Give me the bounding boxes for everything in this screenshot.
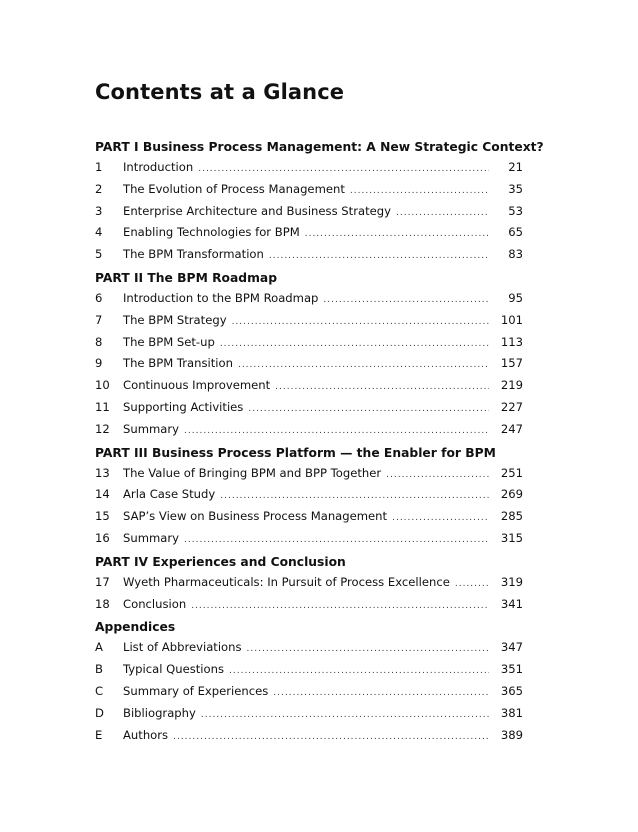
chapter-number: 16: [95, 530, 110, 545]
toc-entry[interactable]: [95, 419, 523, 441]
dot-leader: [232, 312, 489, 334]
page-number: 247: [500, 421, 523, 436]
chapter-number: 14: [95, 487, 110, 502]
chapter-number: 11: [95, 399, 110, 414]
dot-leader: [220, 334, 489, 356]
chapter-title: Bibliography: [123, 705, 196, 720]
page-number: 65: [508, 225, 523, 240]
toc-entry[interactable]: [95, 659, 523, 681]
chapter-title: Enterprise Architecture and Business Strategy: [123, 203, 391, 218]
toc-entry[interactable]: [95, 703, 523, 725]
toc-entry[interactable]: [95, 353, 523, 375]
toc-part-section: [95, 268, 523, 441]
dot-leader: [238, 355, 489, 377]
toc-part-section: [95, 137, 544, 266]
chapter-number: 5: [95, 247, 103, 262]
toc-entry[interactable]: [95, 397, 523, 419]
toc-part-section: [95, 443, 523, 550]
page-number: 101: [500, 312, 523, 327]
chapter-title: Summary: [123, 530, 180, 545]
toc-entry[interactable]: [95, 244, 523, 266]
dot-leader: [273, 683, 489, 705]
chapter-title: The BPM Transformation: [123, 247, 264, 262]
chapter-number: A: [95, 640, 103, 655]
page-number: 347: [500, 640, 523, 655]
chapter-title: Arla Case Study: [123, 487, 216, 502]
page-number: 351: [500, 662, 523, 677]
chapter-title: Enabling Technologies for BPM: [123, 225, 300, 240]
chapter-number: 6: [95, 290, 103, 305]
chapter-number: 12: [95, 421, 110, 436]
page-number: 219: [500, 378, 523, 393]
part-heading: PART I Business Process Management: A New Strategic Context?: [95, 140, 544, 154]
chapter-title: Introduction: [123, 160, 194, 174]
page-number: 95: [508, 290, 523, 305]
chapter-number: 15: [95, 509, 110, 524]
toc-part-section: [95, 552, 523, 616]
page-number: 227: [500, 399, 523, 414]
part-heading: PART II The BPM Roadmap: [95, 270, 278, 285]
dot-leader: [396, 203, 489, 225]
chapter-title: Continuous Improvement: [123, 378, 271, 393]
chapter-title: The BPM Set-up: [123, 334, 215, 349]
toc-entry[interactable]: [95, 637, 523, 659]
chapter-number: 13: [95, 465, 110, 480]
chapter-title: List of Abbreviations: [123, 640, 242, 655]
chapter-title: Summary: [123, 421, 180, 436]
chapter-title: Authors: [123, 727, 169, 742]
dot-leader: [248, 399, 489, 421]
toc-entry[interactable]: [95, 222, 523, 244]
chapter-title: Wyeth Pharmaceuticals: In Pursuit of Process Excellence: [123, 574, 450, 589]
toc-entry[interactable]: [95, 201, 523, 223]
chapter-number: D: [95, 705, 104, 720]
dot-leader: [275, 377, 489, 399]
chapter-title: Conclusion: [123, 596, 187, 611]
toc-entry[interactable]: [95, 572, 523, 594]
toc-entry[interactable]: [95, 484, 523, 506]
chapter-number: 18: [95, 596, 110, 611]
chapter-title: SAP’s View on Business Process Management: [123, 509, 388, 524]
chapter-number: 3: [95, 203, 103, 218]
dot-leader: [201, 705, 489, 727]
dot-leader: [392, 508, 489, 530]
toc-entry[interactable]: [95, 157, 523, 179]
dot-leader: [191, 596, 489, 618]
page-number: 35: [508, 181, 523, 196]
page-number: 285: [500, 509, 523, 524]
dot-leader: [229, 661, 489, 683]
dot-leader: [386, 465, 489, 487]
page-number: 315: [500, 530, 523, 545]
chapter-number: C: [95, 683, 104, 698]
toc-entry[interactable]: [95, 288, 523, 310]
page-title: Contents at a Glance: [95, 80, 345, 104]
dot-leader: [247, 639, 489, 661]
page-number: 83: [508, 247, 523, 262]
page-number: 53: [508, 203, 523, 218]
toc-entry[interactable]: [95, 375, 523, 397]
page-number: 319: [500, 574, 523, 589]
dot-leader: [184, 530, 489, 552]
chapter-number: 2: [95, 181, 103, 196]
chapter-title: The BPM Strategy: [123, 312, 227, 327]
toc-part-section: [95, 617, 523, 746]
page-number: 113: [500, 334, 523, 349]
chapter-title: Typical Questions: [123, 662, 224, 677]
dot-leader: [323, 290, 489, 312]
page-number: 269: [500, 487, 523, 502]
toc-entry[interactable]: [95, 725, 523, 747]
toc-entry[interactable]: [95, 506, 523, 528]
page-number: 21: [508, 160, 523, 174]
chapter-title: Summary of Experiences: [123, 683, 269, 698]
chapter-title: Supporting Activities: [123, 399, 244, 414]
toc-entry[interactable]: [95, 332, 523, 354]
chapter-title: The Evolution of Process Management: [123, 181, 345, 196]
chapter-number: 17: [95, 574, 110, 589]
chapter-number: 8: [95, 334, 103, 349]
dot-leader: [455, 574, 489, 596]
toc-entry[interactable]: [95, 528, 523, 550]
dot-leader: [305, 224, 489, 246]
chapter-title: Introduction to the BPM Roadmap: [123, 290, 319, 305]
part-heading: Appendices: [95, 620, 176, 635]
chapter-number: 1: [95, 160, 103, 174]
dot-leader: [198, 159, 489, 181]
chapter-number: B: [95, 662, 103, 677]
page-number: 251: [500, 465, 523, 480]
chapter-number: 7: [95, 312, 103, 327]
dot-leader: [220, 486, 489, 508]
chapter-title: The BPM Transition: [123, 356, 233, 371]
toc-entry[interactable]: [95, 463, 523, 485]
dot-leader: [350, 181, 489, 203]
dot-leader: [184, 421, 489, 443]
toc-entry[interactable]: [95, 179, 523, 201]
chapter-number: 10: [95, 378, 110, 393]
dot-leader: [269, 246, 489, 268]
toc-entry[interactable]: [95, 594, 523, 616]
page-number: 341: [500, 596, 523, 611]
chapter-title: The Value of Bringing BPM and BPP Together: [123, 465, 382, 480]
chapter-number: 9: [95, 356, 103, 371]
part-heading: PART III Business Process Platform — the Enabler for BPM: [95, 445, 496, 460]
chapter-number: E: [95, 727, 103, 742]
part-heading: PART IV Experiences and Conclusion: [95, 554, 346, 569]
page-number: 381: [500, 705, 523, 720]
dot-leader: [173, 727, 489, 749]
page-number: 365: [500, 683, 523, 698]
table-of-contents: [95, 137, 544, 746]
toc-entry[interactable]: [95, 681, 523, 703]
page-number: 389: [500, 727, 523, 742]
toc-entry[interactable]: [95, 310, 523, 332]
chapter-number: 4: [95, 225, 103, 240]
page-number: 157: [500, 356, 523, 371]
